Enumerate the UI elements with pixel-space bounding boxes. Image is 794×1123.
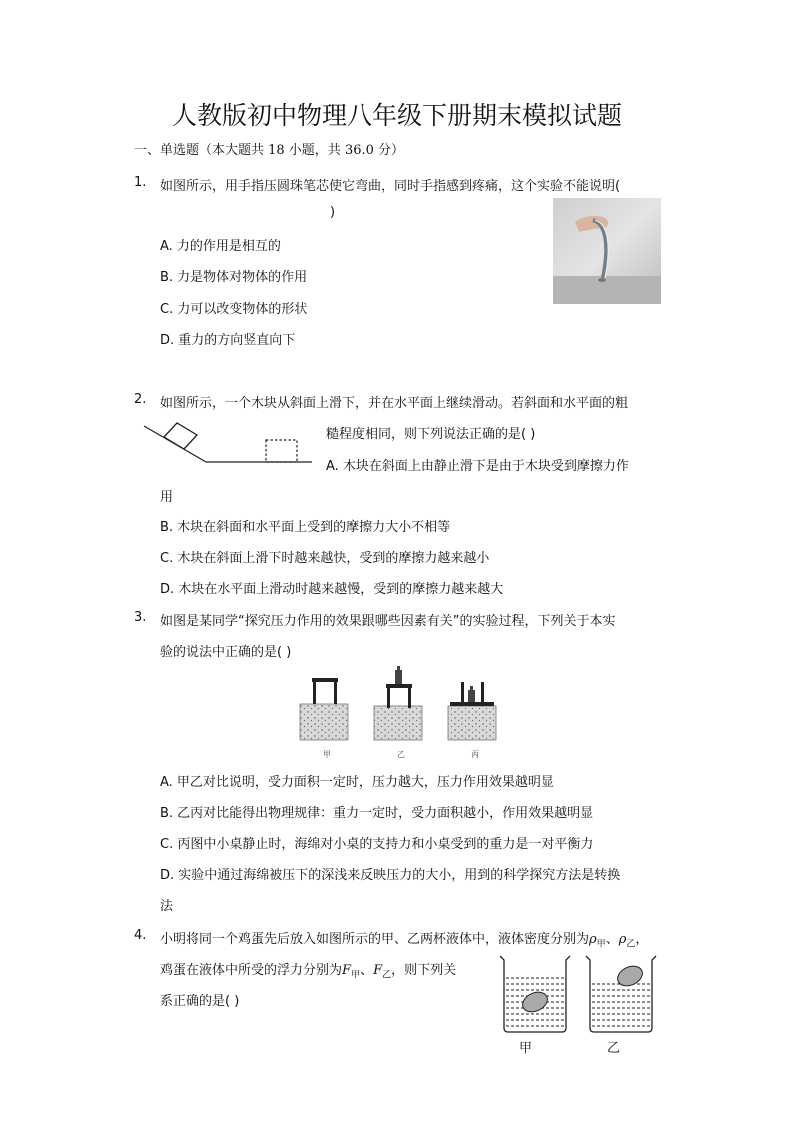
question-stem: 如图所示，用手指压圆珠笔芯使它弯曲，同时手指感到疼痛，这个实验不能说明( [160,179,621,194]
question-stem-cont: 鸡蛋在液体中所受的浮力分别为$F_甲$、$F_乙$，则下列关 [160,963,457,981]
question-number: 3. [134,610,147,625]
option-a[interactable]: A. 力的作用是相互的 [160,239,281,254]
option-a[interactable]: A. 甲乙对比说明，受力面积一定时，压力越大，压力作用效果越明显 [160,775,554,790]
symbol-rho: ρ [589,932,597,947]
figure-label-bing: 丙 [471,750,479,759]
option-d[interactable]: D. 实验中通过海绵被压下的深浅来反映压力的大小，用到的科学探究方法是转换 [160,868,621,883]
question-stem: 如图所示，一个木块从斜面上滑下，并在水平面上继续滑动。若斜面和水平面的粗 [160,396,629,411]
option-d[interactable]: D. 木块在水平面上滑动时越来越慢，受到的摩擦力越来越大 [160,582,504,597]
symbol-rho: ρ [618,932,627,947]
incline-diagram [140,418,318,468]
page-title: 人教版初中物理八年级下册期末模拟试题 [171,101,622,130]
question-stem: 如图是某同学“探究压力作用的效果跟哪些因素有关”的实验过程，下列关于本实 [160,614,616,629]
section-heading: 一、单选题（本大题共 18 小题，共 36.0 分） [134,143,405,158]
figure-label-jia: 甲 [519,1041,533,1056]
question-number: 4. [134,928,147,943]
option-b[interactable]: B. 乙丙对比能得出物理规律：重力一定时，受力面积越小，作用效果越明显 [160,806,594,821]
option-c[interactable]: C. 丙图中小桌静止时，海绵对小桌的支持力和小桌受到的重力是一对平衡力 [160,837,594,852]
option-a-cont[interactable]: 用 [160,490,174,505]
question-stem-cont: 验的说法中正确的是( ) [160,645,292,660]
pressure-experiment-figure [292,662,502,762]
option-d[interactable]: D. 重力的方向竖直向下 [160,333,296,348]
option-b[interactable]: B. 木块在斜面和水平面上受到的摩擦力大小不相等 [160,520,451,535]
figure-label-jia: 甲 [323,750,331,759]
option-d-cont[interactable]: 法 [160,899,174,914]
bent-pen-photo [553,198,661,304]
question-stem-cont: 糙程度相同，则下列说法正确的是( ) [326,427,536,442]
figure-label-yi: 乙 [397,750,405,759]
question-stem-close: ) [330,205,336,220]
question-stem-cont: 系正确的是( ) [160,994,240,1009]
option-b[interactable]: B. 力是物体对物体的作用 [160,270,308,285]
question-stem: 小明将同一个鸡蛋先后放入如图所示的甲、乙两杯液体中，液体密度分别为$\rho_甲$、$\rho_乙$， [160,932,649,950]
option-c[interactable]: C. 木块在斜面上滑下时越来越快，受到的摩擦力越来越小 [160,551,490,566]
option-c[interactable]: C. 力可以改变物体的形状 [160,302,308,317]
figure-label-yi: 乙 [607,1041,621,1056]
question-number: 1. [134,175,147,190]
symbol-f: F [342,963,352,978]
option-a[interactable]: A. 木块在斜面上由静止滑下是由于木块受到摩擦力作 [326,459,629,474]
question-number: 2. [134,392,147,407]
symbol-f: F [373,963,383,978]
beakers-figure [494,946,668,1036]
